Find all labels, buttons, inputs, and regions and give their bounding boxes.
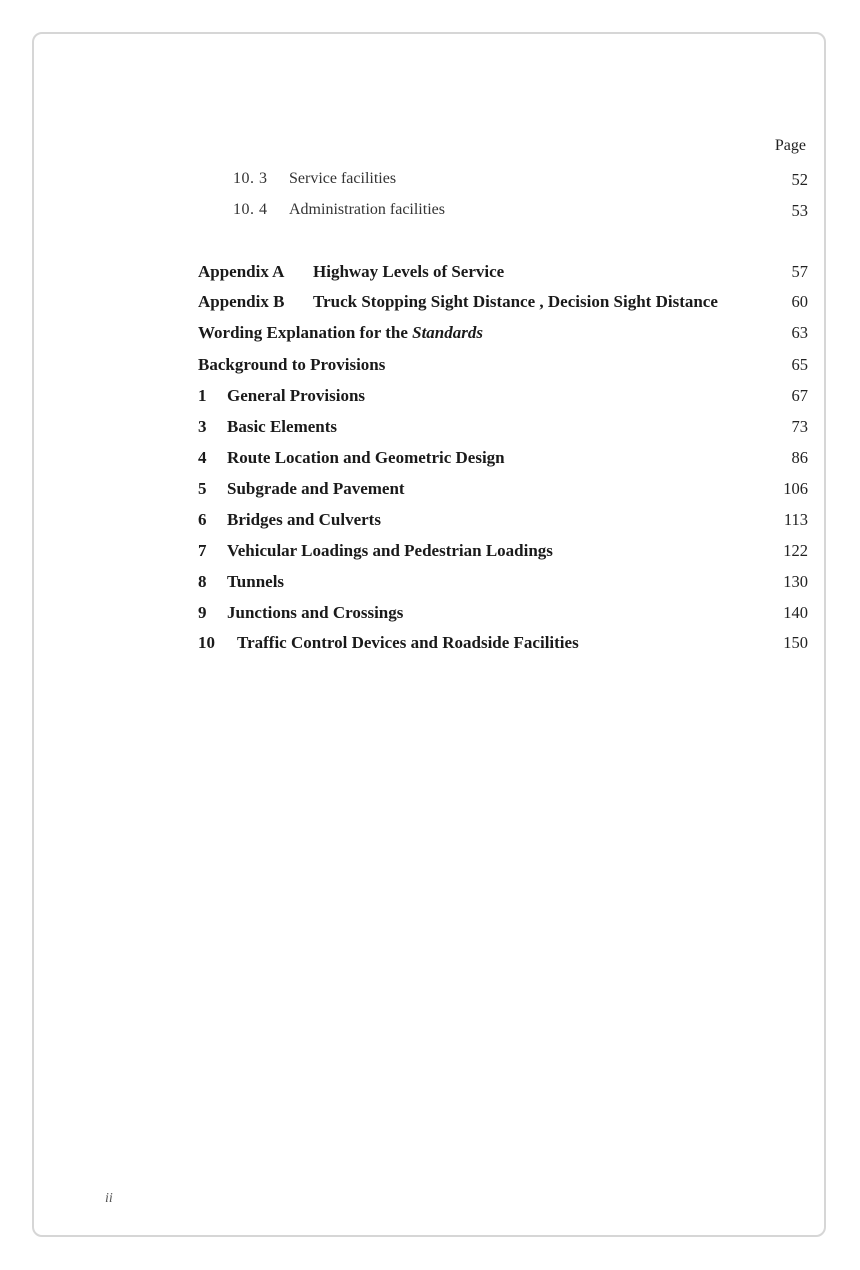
toc-entry-chapter-4[interactable] <box>0 448 860 472</box>
toc-entry-10-3[interactable] <box>0 170 860 194</box>
toc-entry-chapter-10[interactable] <box>0 633 860 657</box>
chapter-title: Tunnels <box>227 572 285 591</box>
page-number: 73 <box>791 417 808 436</box>
wording-title-text: Wording Explanation for the <box>198 323 408 342</box>
toc-entry-chapter-1[interactable] <box>0 386 860 410</box>
chapter-title: Basic Elements <box>227 417 338 436</box>
chapter-title: Traffic Control Devices and Roadside Facilities <box>237 633 579 652</box>
chapter-title: Bridges and Culverts <box>227 510 381 529</box>
appendix-title: Highway Levels of Service <box>313 262 505 281</box>
page-number: 140 <box>783 603 808 622</box>
toc-entry-appendix-a[interactable] <box>0 262 860 286</box>
chapter-title: Subgrade and Pavement <box>227 479 405 498</box>
chapter-title: Junctions and Crossings <box>227 603 404 622</box>
chapter-title: Route Location and Geometric Design <box>227 448 505 467</box>
background-title: Background to Provisions <box>198 355 386 374</box>
page-number: 60 <box>791 292 808 311</box>
page-number: 52 <box>791 170 808 189</box>
page-number: 150 <box>783 633 808 652</box>
wording-title-italic: Standards <box>412 323 483 342</box>
page-number: 122 <box>783 541 808 560</box>
toc-entry-chapter-7[interactable] <box>0 541 860 565</box>
section-number: 10. 3 <box>233 170 268 187</box>
toc-entry-chapter-8[interactable] <box>0 572 860 596</box>
section-title: Service facilities <box>289 170 397 187</box>
chapter-number: 8 <box>198 572 207 591</box>
toc-entry-chapter-5[interactable] <box>0 479 860 503</box>
toc-entry-chapter-3[interactable] <box>0 417 860 441</box>
chapter-number: 5 <box>198 479 207 498</box>
chapter-number: 1 <box>198 386 207 405</box>
chapter-number: 3 <box>198 417 207 436</box>
toc-entry-appendix-b[interactable] <box>0 292 860 316</box>
toc-entry-10-4[interactable] <box>0 201 860 225</box>
chapter-title: Vehicular Loadings and Pedestrian Loadings <box>227 541 553 560</box>
page-number: 130 <box>783 572 808 591</box>
page-number: 106 <box>783 479 808 498</box>
chapter-number: 10 <box>198 633 215 652</box>
page-number: 113 <box>783 510 808 529</box>
appendix-title: Truck Stopping Sight Distance , Decision Sight Distance <box>313 292 718 311</box>
section-number: 10. 4 <box>233 201 268 218</box>
chapter-number: 4 <box>198 448 207 467</box>
appendix-label: Appendix A <box>198 262 285 281</box>
page-number-footer: ii <box>105 1191 113 1206</box>
chapter-number: 9 <box>198 603 207 622</box>
chapter-number: 7 <box>198 541 207 560</box>
page-number: 53 <box>791 201 808 220</box>
appendix-label: Appendix B <box>198 292 285 311</box>
section-title: Administration facilities <box>289 201 445 218</box>
page-number: 65 <box>791 355 808 374</box>
wording-title <box>198 323 483 343</box>
page-number: 57 <box>791 262 808 281</box>
chapter-title: General Provisions <box>227 386 366 405</box>
page-number: 86 <box>791 448 808 467</box>
toc-entry-wording-explanation[interactable] <box>0 323 860 347</box>
toc-entry-chapter-9[interactable] <box>0 603 860 627</box>
page-number: 67 <box>791 386 808 405</box>
toc-entry-chapter-6[interactable] <box>0 510 860 534</box>
page-column-header: Page <box>774 137 806 154</box>
toc-entry-background[interactable] <box>0 355 860 379</box>
chapter-number: 6 <box>198 510 207 529</box>
page-number: 63 <box>791 323 808 342</box>
